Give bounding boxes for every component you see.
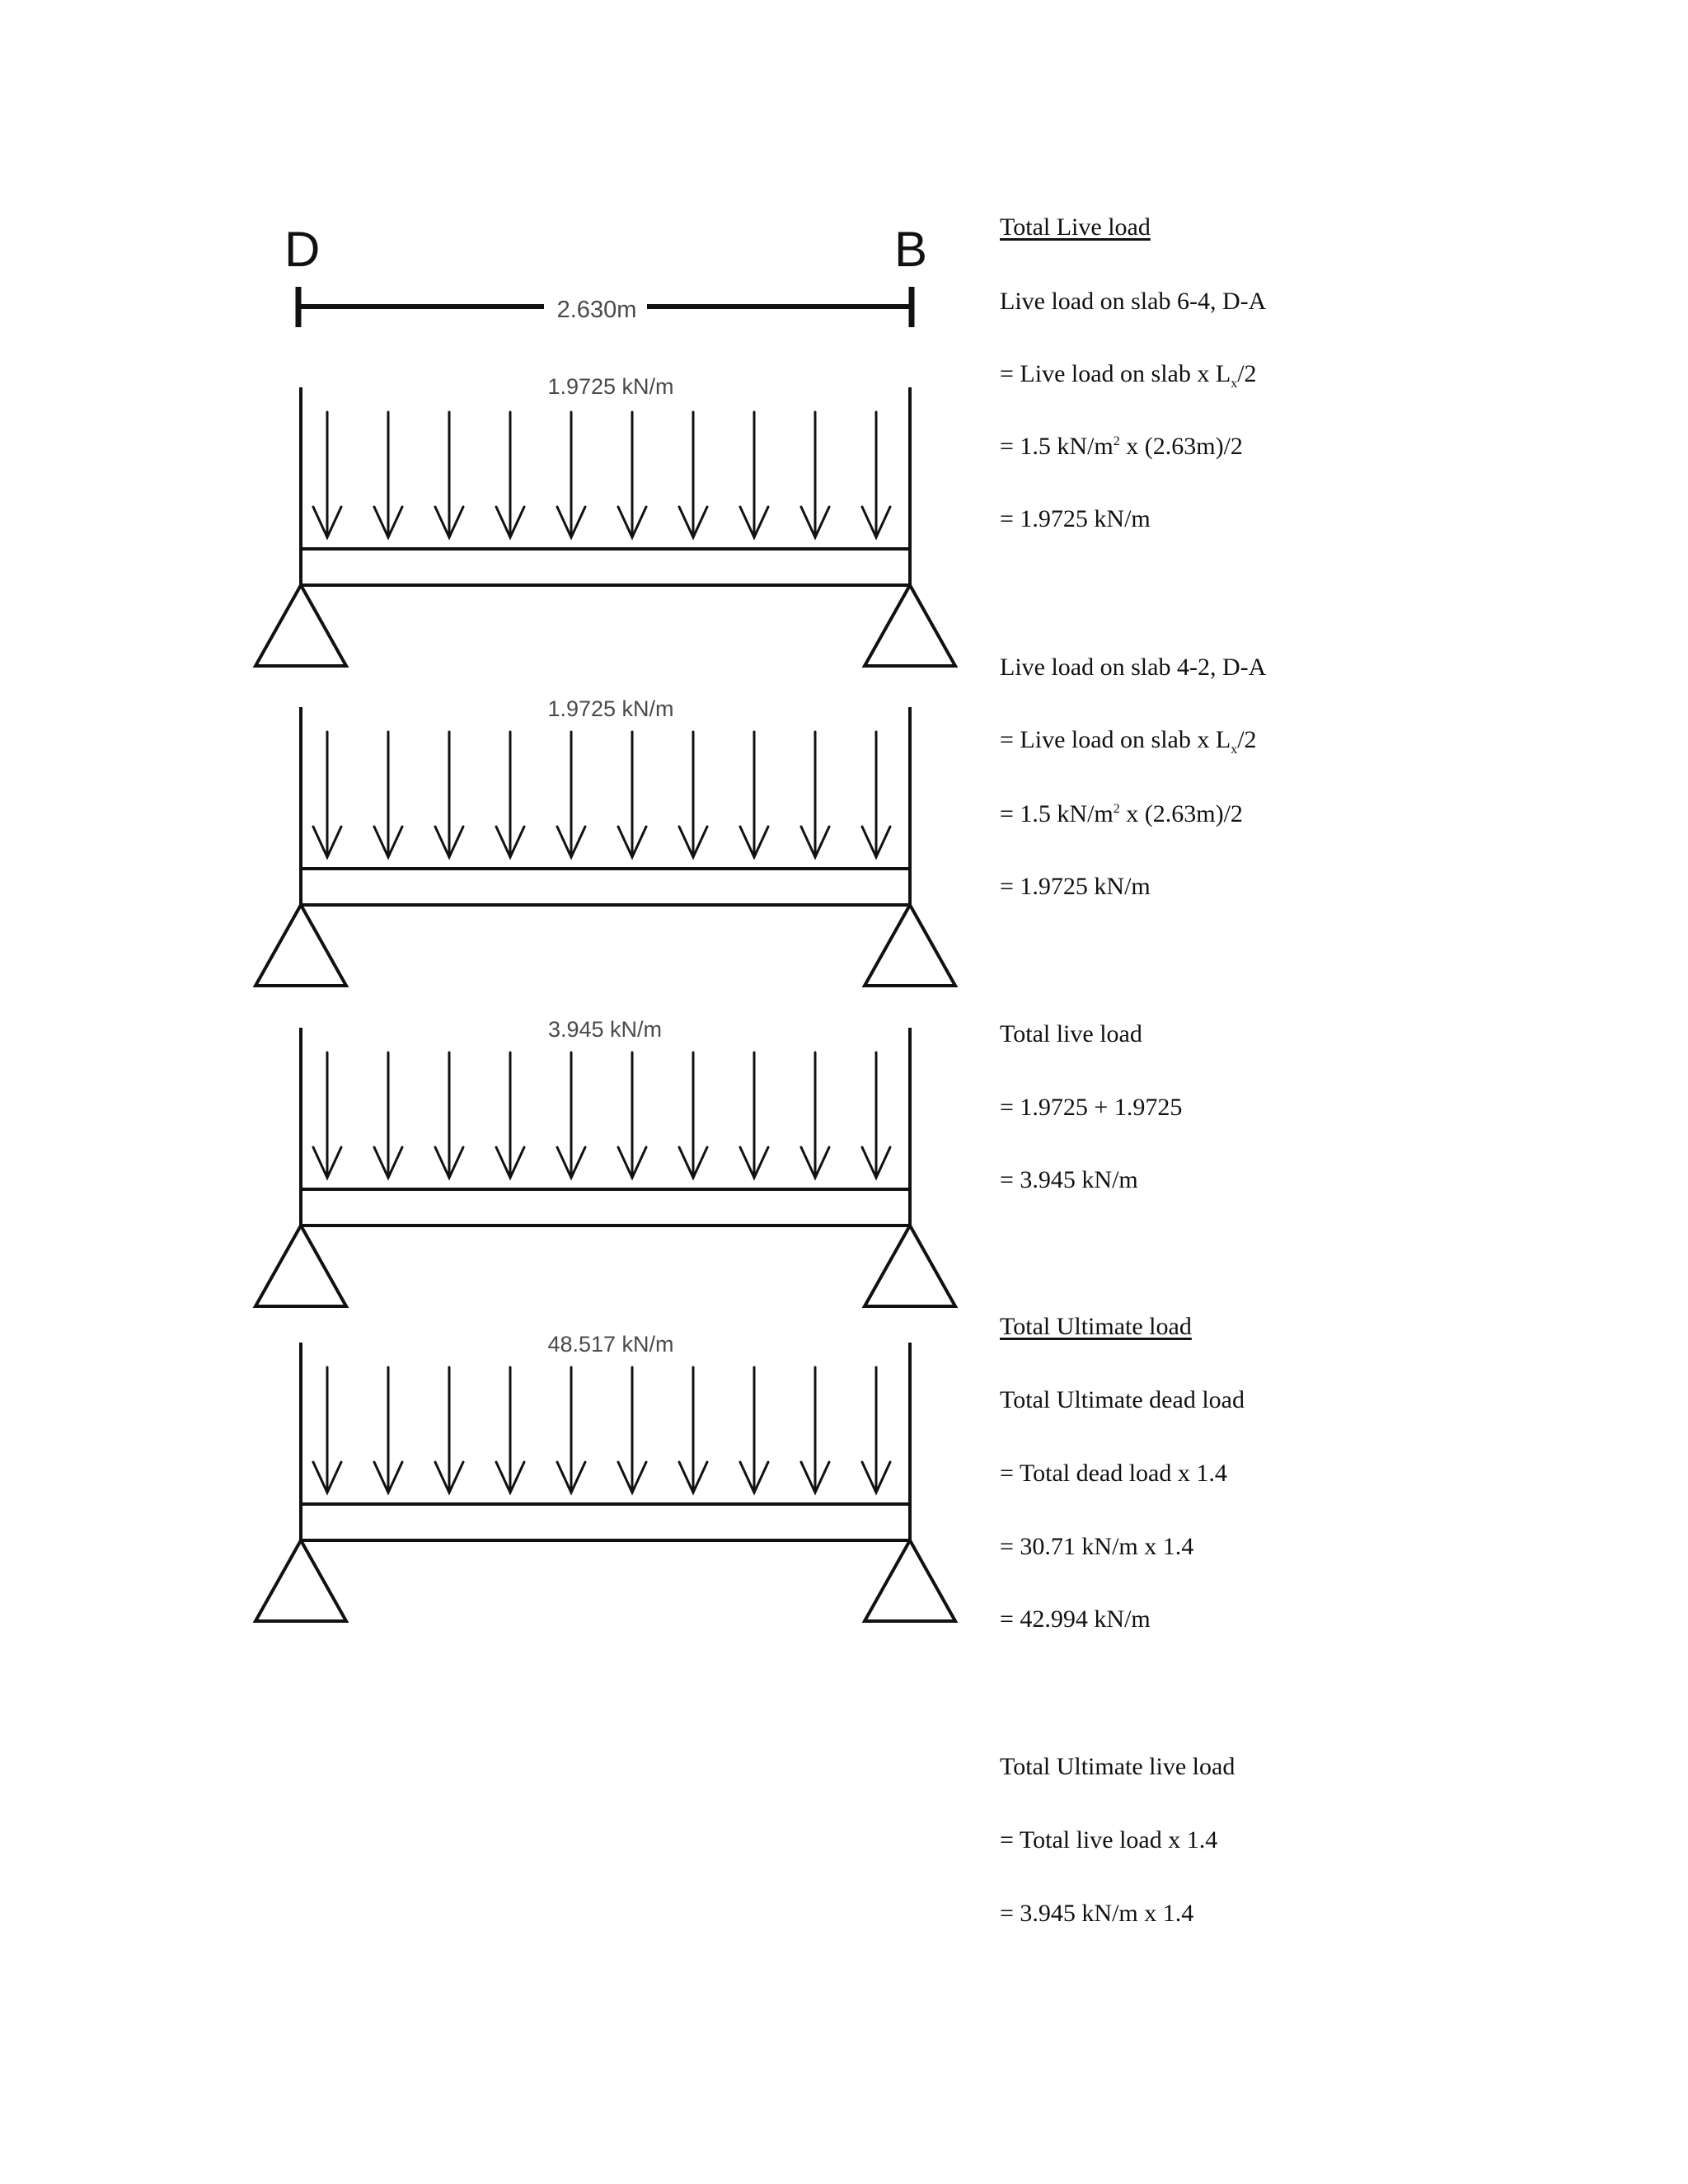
load-arrow [496, 1052, 524, 1178]
load-arrow [435, 1052, 463, 1178]
slab-2-formula: = Live load on slab x $L_x/2$ [1000, 726, 1257, 757]
slab-1-formula: = Live load on slab x $L_x/2$ [1000, 360, 1257, 391]
pin-support-left [256, 1540, 346, 1621]
beam-1 [256, 387, 955, 666]
pin-support-right [865, 1540, 955, 1621]
ultimate-dead-title: Total Ultimate dead load [1000, 1386, 1245, 1413]
load-arrow [679, 732, 707, 857]
load-arrow [557, 1367, 585, 1493]
load-arrow [801, 1367, 829, 1493]
load-arrow [618, 732, 646, 857]
load-arrow [618, 1052, 646, 1178]
load-arrow [374, 1052, 402, 1178]
load-arrow [496, 412, 524, 537]
live-load-heading: Total Live load [1000, 213, 1151, 241]
calculation-notes [1000, 0, 1659, 2184]
beam-member [301, 1504, 910, 1540]
load-arrow [740, 732, 768, 857]
ultimate-load-heading: Total Ultimate load [1000, 1313, 1192, 1340]
load-arrow [374, 412, 402, 537]
load-arrow [679, 1052, 707, 1178]
ultimate-dead-formula: = Total dead load x 1.4 [1000, 1460, 1227, 1487]
slab-2-substitution: = 1.5 $kN/m^2$ x (2.63m)/2 [1000, 800, 1243, 827]
beam-4-load-label: 48.517 kN/m [547, 1332, 674, 1357]
ultimate-live-title: Total Ultimate live load [1000, 1753, 1236, 1780]
load-arrow [496, 732, 524, 857]
load-arrow [801, 412, 829, 537]
beam-2-load-label: 1.9725 kN/m [547, 696, 674, 721]
load-arrow [557, 732, 585, 857]
load-arrow [801, 732, 829, 857]
slab-1-substitution: = 1.5 $kN/m^2$ x (2.63m)/2 [1000, 433, 1243, 460]
load-arrow [374, 732, 402, 857]
load-arrow [679, 412, 707, 537]
load-arrow [435, 1367, 463, 1493]
beam-member [301, 869, 910, 905]
load-arrow [313, 412, 341, 537]
beam-3-load-label: 3.945 kN/m [547, 1017, 663, 1042]
ultimate-live-substitution: = 3.945 kN/m x 1.4 [1000, 1900, 1194, 1927]
ultimate-live-formula: = Total live load x 1.4 [1000, 1826, 1218, 1854]
pin-support-right [865, 905, 955, 986]
slab-2-result: = 1.9725 kN/m [1000, 873, 1151, 900]
load-arrow [618, 1367, 646, 1493]
pin-support-left [256, 585, 346, 666]
load-arrow [557, 412, 585, 537]
load-arrow [740, 412, 768, 537]
total-live-title: Total live load [1000, 1020, 1142, 1047]
slab-1-result: = 1.9725 kN/m [1000, 505, 1151, 532]
load-arrow [374, 1367, 402, 1493]
load-arrow [679, 1367, 707, 1493]
beam-member [301, 1189, 910, 1226]
load-arrow [435, 412, 463, 537]
load-arrow [740, 1052, 768, 1178]
pin-support-right [865, 585, 955, 666]
load-arrow [618, 412, 646, 537]
load-arrow [313, 1367, 341, 1493]
load-arrow [862, 1367, 890, 1493]
load-arrow [557, 1052, 585, 1178]
beam-2 [256, 707, 955, 986]
total-live-result: = 3.945 kN/m [1000, 1166, 1138, 1193]
support-label-d: D [284, 222, 321, 277]
beam-1-load-label: 1.9725 kN/m [547, 374, 674, 399]
support-label-b: B [894, 222, 928, 277]
span-length-label: 2.630m [556, 297, 637, 323]
pin-support-left [256, 905, 346, 986]
load-arrow [862, 412, 890, 537]
ultimate-dead-substitution: = 30.71 kN/m x 1.4 [1000, 1533, 1194, 1560]
load-arrow [740, 1367, 768, 1493]
load-arrow [313, 1052, 341, 1178]
load-arrow [862, 732, 890, 857]
slab-2-title: Live load on slab 4-2, D-A [1000, 654, 1267, 681]
pin-support-right [865, 1226, 955, 1306]
total-live-sum: = 1.9725 + 1.9725 [1000, 1094, 1183, 1121]
beam-member [301, 549, 910, 585]
ultimate-dead-result: = 42.994 kN/m [1000, 1605, 1151, 1633]
beam-4 [256, 1343, 955, 1621]
load-arrow [801, 1052, 829, 1178]
load-arrow [313, 732, 341, 857]
load-arrow [862, 1052, 890, 1178]
load-arrow [435, 732, 463, 857]
beam-3 [256, 1028, 955, 1306]
load-arrow [496, 1367, 524, 1493]
slab-1-title: Live load on slab 6-4, D-A [1000, 288, 1267, 315]
pin-support-left [256, 1226, 346, 1306]
